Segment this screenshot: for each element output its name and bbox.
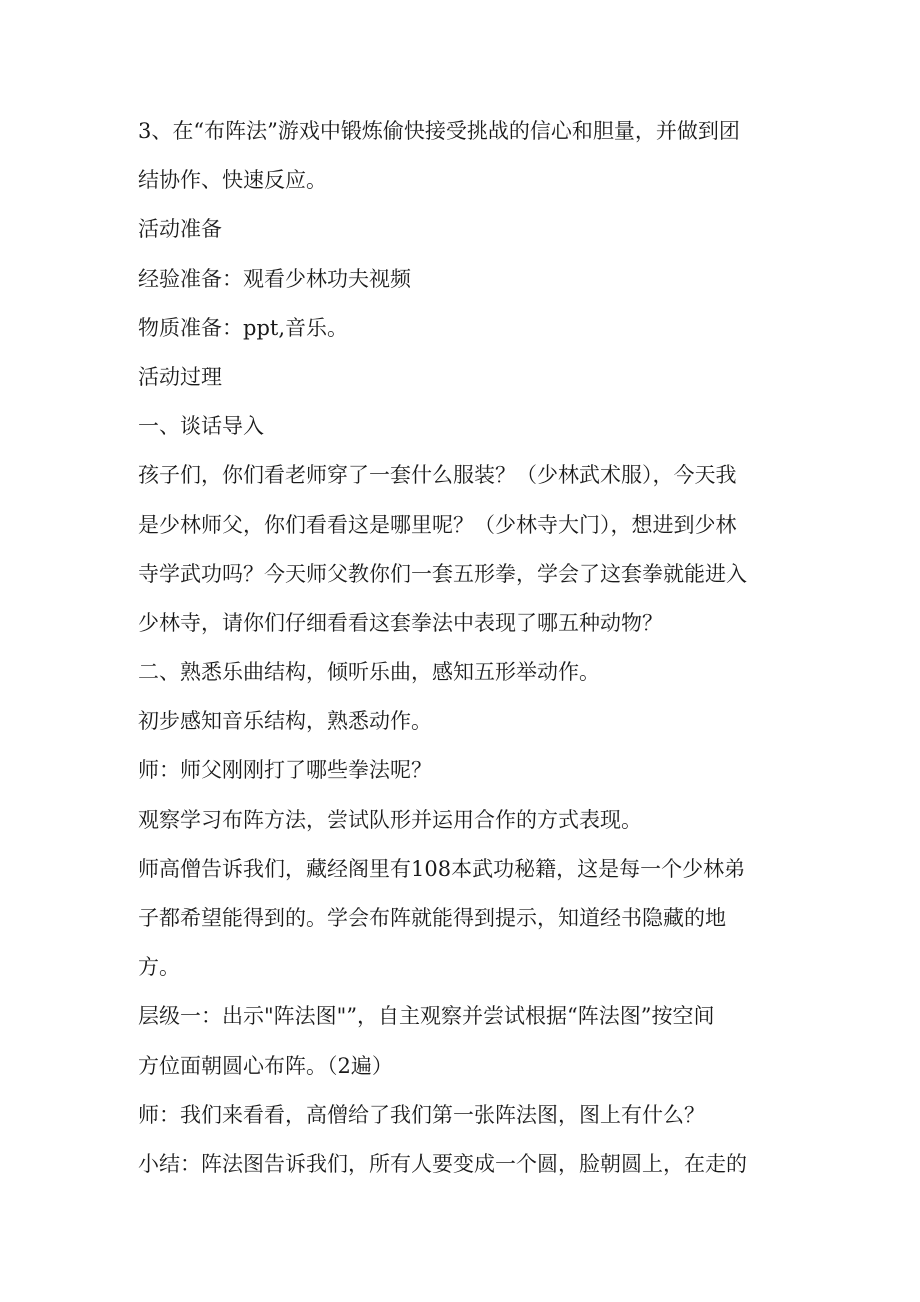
text-line: 师：我们来看看，高僧给了我们第一张阵法图，图上有什么？ (138, 1102, 705, 1127)
text-line: 物质准备：ppt,音乐。 (138, 315, 348, 340)
text-line: 初步感知音乐结构，熟悉动作。 (138, 709, 432, 734)
text-line: 师高僧告诉我们，藏经阁里有108本武功秘籍，这是每一个少林弟 (138, 856, 746, 881)
text-line: 寺学武功吗？今天师父教你们一套五形拳，学会了这套拳就能进入 (138, 561, 747, 586)
text-line: 结协作、快速反应。 (138, 168, 327, 193)
text-line: 方位面朝圆心布阵。（2遍） (138, 1053, 393, 1078)
text-line: 小结：阵法图告诉我们，所有人要变成一个圆，脸朝圆上，在走的 (138, 1151, 747, 1176)
text-line: 是少林师父，你们看看这是哪里呢？（少林寺大门），想进到少林 (138, 512, 737, 537)
section-heading: 活动过理 (138, 364, 222, 389)
text-line: 层级一：出示"阵法图"”，自主观察并尝试根据“阵法图”按空间 (138, 1004, 715, 1029)
text-line: 3、在“布阵法”游戏中锻炼偷快接受挑战的信心和胆量，并做到团 (138, 119, 740, 143)
text-line: 经验准备：观看少林功夫视频 (138, 266, 411, 291)
text-line: 师：师父刚刚打了哪些拳法呢？ (138, 758, 432, 783)
section-heading: 二、熟悉乐曲结构，倾听乐曲，感知五形举动作。 (138, 660, 600, 685)
text-line: 少林寺，请你们仔细看看这套拳法中表现了哪五种动物？ (138, 610, 663, 635)
section-heading: 活动准备 (138, 217, 222, 242)
document-body (138, 113, 788, 1195)
text-line: 子都希望能得到的。学会布阵就能得到提示，知道经书隐藏的地 (138, 906, 726, 930)
text-line: 孩子们，你们看老师穿了一套什么服装？（少林武术服），今天我 (138, 463, 737, 488)
text-line: 观察学习布阵方法，尝试队形并运用合作的方式表现。 (138, 807, 642, 832)
text-line: 方。 (138, 955, 180, 980)
section-heading: 一、谈话导入 (138, 414, 264, 439)
